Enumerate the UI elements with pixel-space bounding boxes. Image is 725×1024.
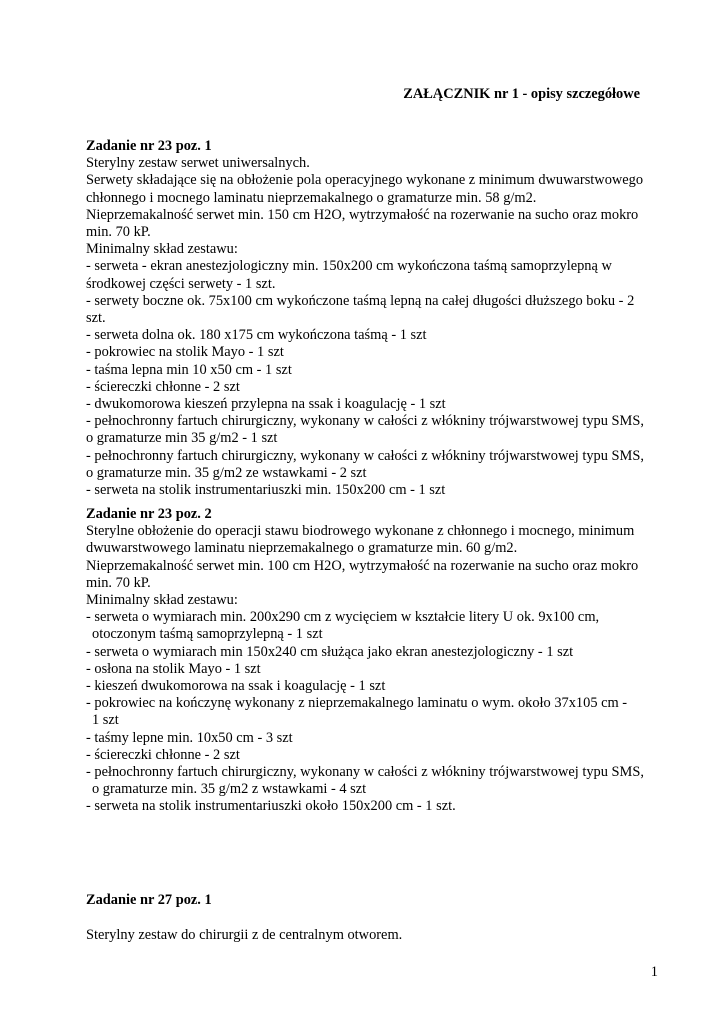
text-line: otoczonym taśmą samoprzylepną - 1 szt	[92, 626, 323, 643]
text-line: Nieprzemakalność serwet min. 150 cm H2O, wytrzymałość na rozerwanie na sucho oraz mokro	[86, 206, 639, 223]
text-line: Serwety składające się na obłożenie pola operacyjnego wykonane z minimum dwuwarstwowego	[86, 172, 644, 189]
section-task-27-pos-1	[86, 892, 656, 944]
section-heading: Zadanie nr 27 poz. 1	[86, 892, 212, 908]
text-line: - serwety boczne ok. 75x100 cm wykończone taśmą lepną na całej długości dłuższego boku - 2	[86, 292, 635, 309]
text-line: - serweta na stolik instrumentariuszki około 150x200 cm - 1 szt.	[86, 798, 456, 815]
text-line: - ściereczki chłonne - 2 szt	[86, 378, 240, 395]
text-line: - serweta dolna ok. 180 x175 cm wykończona taśmą - 1 szt	[86, 327, 427, 344]
text-line: Sterylne obłożenie do operacji stawu biodrowego wykonane z chłonnego i mocnego, minimum	[86, 523, 635, 540]
text-line: o gramaturze min 35 g/m2 - 1 szt	[86, 430, 278, 447]
text-line: min. 70 kP.	[86, 574, 151, 591]
text-line: Minimalny skład zestawu:	[86, 592, 238, 609]
text-line: - dwukomorowa kieszeń przylepna na ssak i koagulację - 1 szt	[86, 396, 446, 413]
section-heading: Zadanie nr 23 poz. 2	[86, 506, 212, 522]
text-line: - taśma lepna min 10 x50 cm - 1 szt	[86, 361, 292, 378]
text-line: - osłona na stolik Mayo - 1 szt	[86, 660, 261, 677]
section-task-23-pos-2	[86, 506, 656, 816]
text-line: min. 70 kP.	[86, 224, 151, 241]
text-line: dwuwarstwowego laminatu nieprzemakalnego o gramaturze min. 60 g/m2.	[86, 540, 518, 557]
text-line: - ściereczki chłonne - 2 szt	[86, 746, 240, 763]
text-line: - pokrowiec na kończynę wykonany z nieprzemakalnego laminatu o wym. około 37x105 cm -	[86, 695, 628, 712]
text-line: - serweta o wymiarach min 150x240 cm służąca jako ekran anestezjologiczny - 1 szt	[86, 643, 574, 660]
text-line: - serweta - ekran anestezjologiczny min. 150x200 cm wykończona taśmą samoprzylepną w	[86, 258, 612, 275]
text-line: środkowej części serwety - 1 szt.	[86, 275, 276, 292]
text-line: - pokrowiec na stolik Mayo - 1 szt	[86, 344, 284, 361]
text-line: chłonnego i mocnego laminatu nieprzemakalnego o gramaturze min. 58 g/m2.	[86, 189, 537, 206]
text-line: - serweta na stolik instrumentariuszki min. 150x200 cm - 1 szt	[86, 482, 446, 499]
text-line: - pełnochronny fartuch chirurgiczny, wykonany w całości z włókniny trójwarstwowej typu SMS,	[86, 413, 644, 430]
page-number: 1	[650, 964, 658, 980]
text-line: - pełnochronny fartuch chirurgiczny, wykonany w całości z włókniny trójwarstwowej typu SMS,	[86, 764, 644, 781]
text-line: o gramaturze min. 35 g/m2 z wstawkami - 4 szt	[92, 781, 367, 798]
text-line: Minimalny skład zestawu:	[86, 241, 238, 258]
attachment-title: ZAŁĄCZNIK nr 1 - opisy szczegółowe	[403, 86, 640, 102]
text-line: Nieprzemakalność serwet min. 100 cm H2O, wytrzymałość na rozerwanie na sucho oraz mokro	[86, 557, 639, 574]
section-heading: Zadanie nr 23 poz. 1	[86, 138, 212, 154]
text-line: - pełnochronny fartuch chirurgiczny, wykonany w całości z włókniny trójwarstwowej typu SMS,	[86, 447, 644, 464]
text-line: - serweta o wymiarach min. 200x290 cm z wycięciem w kształcie litery U ok. 9x100 cm,	[86, 609, 600, 626]
text-line: - kieszeń dwukomorowa na ssak i koagulację - 1 szt	[86, 678, 386, 695]
text-line: Sterylny zestaw do chirurgii z de centralnym otworem.	[86, 927, 403, 944]
text-line: szt.	[86, 310, 106, 327]
section-task-23-pos-1	[86, 138, 656, 499]
text-line: Sterylny zestaw serwet uniwersalnych.	[86, 155, 310, 172]
text-line: o gramaturze min. 35 g/m2 ze wstawkami - 2 szt	[86, 464, 367, 481]
text-line: 1 szt	[92, 712, 119, 729]
text-line: - taśmy lepne min. 10x50 cm - 3 szt	[86, 729, 293, 746]
